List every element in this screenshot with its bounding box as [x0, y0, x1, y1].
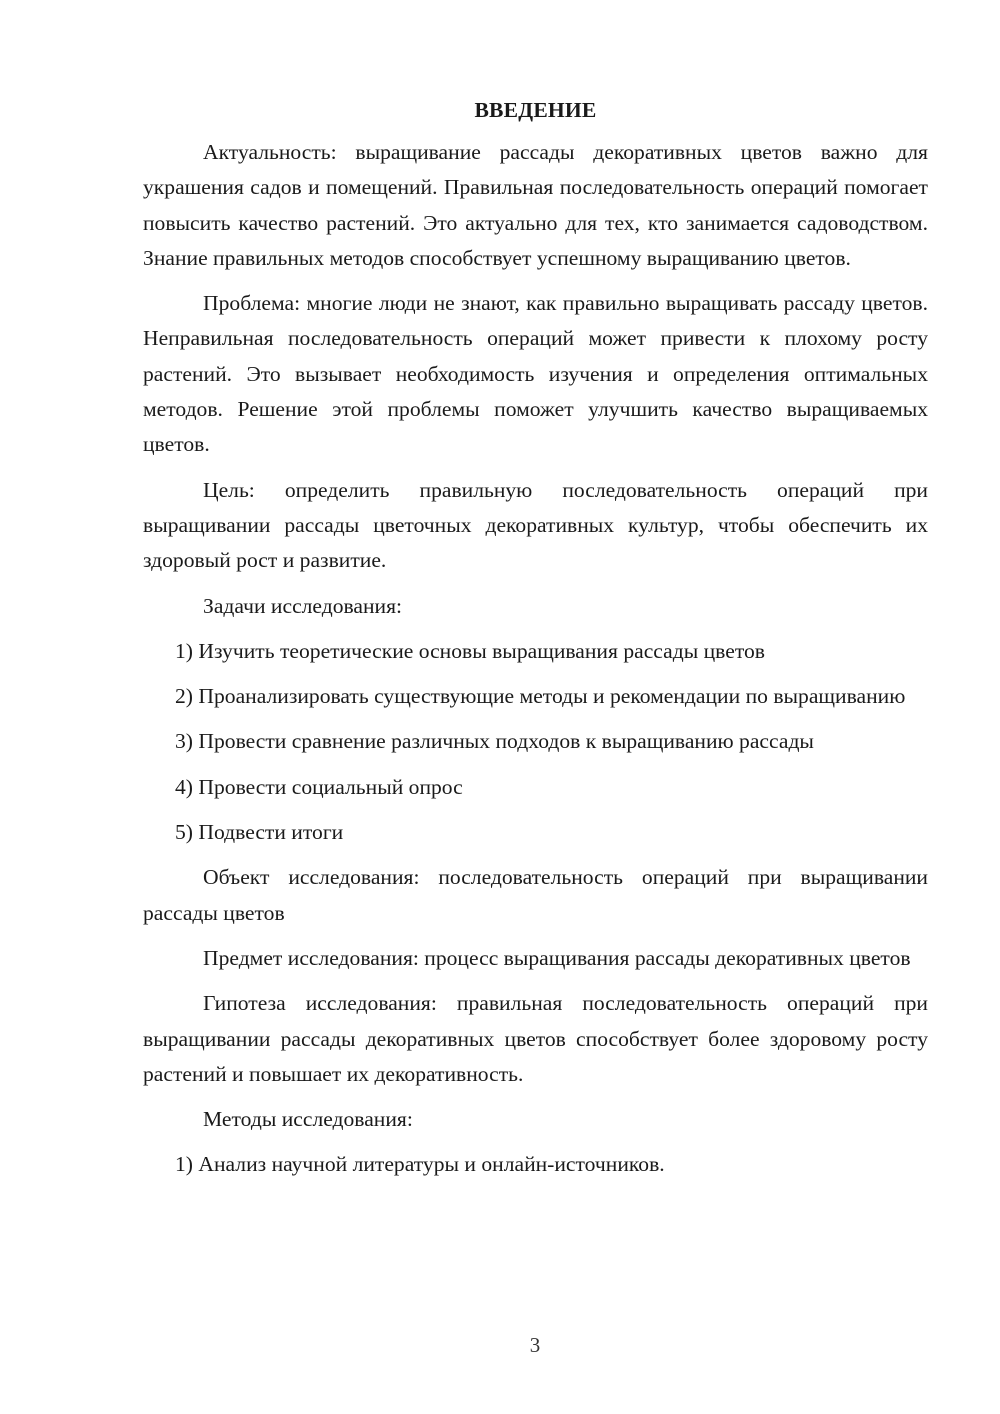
page-title: ВВЕДЕНИЕ [474, 98, 597, 122]
problem-paragraph: Проблема: многие люди не знают, как правильно выращивать рассаду цветов. Неправильная последовательность операций может привести к плохому росту растений. Это вызывает необходимость изучения и определения оптимальных методов. Решение этой проблемы поможет улучшить качество выращиваемых цветов. [143, 291, 928, 457]
task-item: 4) Провести социальный опрос [175, 774, 463, 799]
tasks-heading: Задачи исследования: [203, 593, 403, 618]
goal-paragraph: Цель: определить правильную последовательность операций при выращивании рассады цветочных декоративных культур, чтобы обеспечить их здоровый рост и развитие. [143, 477, 928, 573]
method-item: 1) Анализ научной литературы и онлайн-источников. [175, 1152, 665, 1177]
methods-heading: Методы исследования: [203, 1107, 413, 1132]
task-item: 3) Провести сравнение различных подходов к выращиванию рассады [175, 729, 814, 754]
task-item: 1) Изучить теоретические основы выращивания рассады цветов [175, 638, 765, 663]
document-body [143, 95, 928, 1193]
task-item: 5) Подвести итоги [175, 820, 344, 845]
subject-paragraph: Предмет исследования: процесс выращивания рассады декоративных цветов [203, 945, 911, 970]
page-number: 3 [529, 1333, 541, 1357]
object-paragraph: Объект исследования: последовательность операций при выращивании рассады цветов [143, 865, 928, 925]
task-item: 2) Проанализировать существующие методы и рекомендации по выращиванию [175, 684, 906, 709]
hypothesis-paragraph: Гипотеза исследования: правильная последовательность операций при выращивании рассады декоративных цветов способствует более здоровому росту растений и повышает их декоративность. [143, 991, 928, 1086]
relevance-paragraph: Актуальность: выращивание рассады декоративных цветов важно для украшения садов и помещений. Правильная последовательность операций помогает повысить качество растений. Это актуально для тех, кто занимается садоводством. Знание правильных методов способствует успешному выращиванию цветов. [143, 140, 928, 270]
